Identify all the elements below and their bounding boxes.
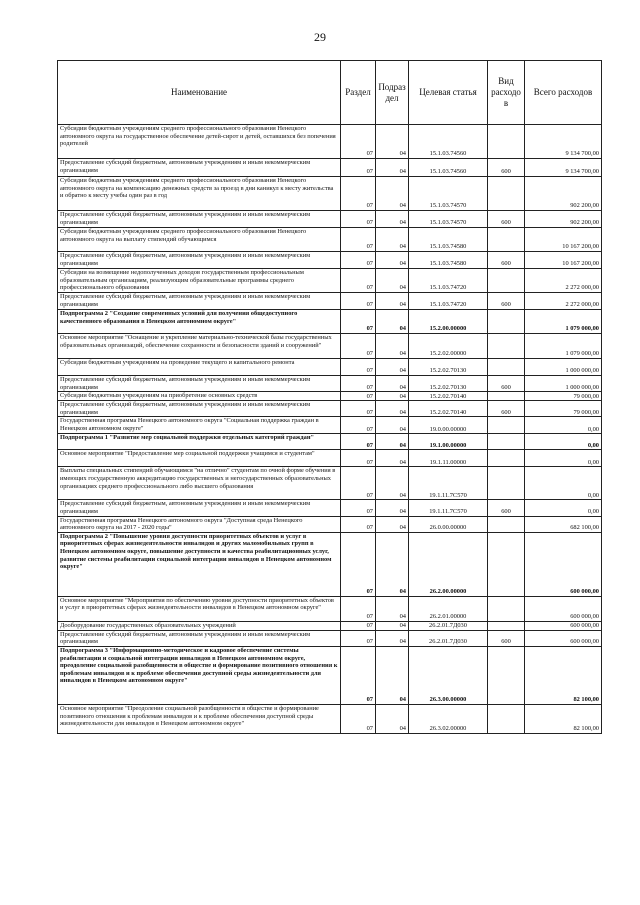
row-total: 902 200,00 — [525, 211, 602, 228]
row-subsection: 04 — [376, 704, 409, 733]
row-subsection: 04 — [376, 596, 409, 621]
row-name: Субсидии бюджетным учреждениям на приобретение основных средств — [58, 392, 341, 401]
row-target: 26.3.00.00000 — [409, 646, 488, 704]
row-target: 19.1.11.7С570 — [409, 500, 488, 516]
header-subsection: Подраз дел — [376, 61, 409, 125]
row-target: 19.1.11.7С570 — [409, 467, 488, 500]
row-section: 07 — [341, 401, 376, 417]
table-row — [58, 532, 602, 596]
table-row — [58, 359, 602, 376]
row-expense-type: 600 — [488, 293, 525, 310]
row-target: 26.2.01.00000 — [409, 596, 488, 621]
row-expense-type: 600 — [488, 401, 525, 417]
row-subsection: 04 — [376, 434, 409, 450]
row-total: 2 272 000,00 — [525, 293, 602, 310]
row-name: Подпрограмма 2 "Создание современных условий для получения общедоступного качественного образования в Ненецком автономном округе" — [58, 310, 341, 334]
row-total: 1 000 000,00 — [525, 376, 602, 392]
row-total: 0,00 — [525, 450, 602, 467]
row-target: 26.2.00.00000 — [409, 532, 488, 596]
row-expense-type: 600 — [488, 159, 525, 177]
row-name: Выплаты специальных стипендий обучающимся "на отлично" студентам по очной форме обучения в имеющих государственную аккредитацию государственных и негосударственных образовательных организациях среднего профессионального либо высшего образования — [58, 467, 341, 500]
row-expense-type — [488, 646, 525, 704]
row-subsection: 04 — [376, 417, 409, 434]
row-total: 1 079 000,00 — [525, 334, 602, 359]
row-section: 07 — [341, 704, 376, 733]
row-section: 07 — [341, 376, 376, 392]
row-expense-type — [488, 310, 525, 334]
row-total: 82 100,00 — [525, 646, 602, 704]
row-name: Предоставление субсидий бюджетным, автономным учреждениям и иным некоммерческим организациям — [58, 401, 341, 417]
row-name: Основное мероприятие "Мероприятия по обеспечению уровня доступности приоритетных объектов и услуг в приоритетных сферах жизнедеятельности инвалидов в Ненецком автономном округе" — [58, 596, 341, 621]
row-expense-type — [488, 516, 525, 532]
row-total: 10 167 200,00 — [525, 252, 602, 269]
row-section: 07 — [341, 516, 376, 532]
row-expense-type — [488, 704, 525, 733]
row-expense-type — [488, 596, 525, 621]
row-expense-type: 600 — [488, 376, 525, 392]
row-subsection: 04 — [376, 467, 409, 500]
row-section: 07 — [341, 646, 376, 704]
row-section: 07 — [341, 269, 376, 293]
table-row — [58, 434, 602, 450]
row-subsection: 04 — [376, 177, 409, 211]
row-target: 15.2.02.70130 — [409, 376, 488, 392]
table-row — [58, 516, 602, 532]
row-target: 19.1.00.00000 — [409, 434, 488, 450]
row-section: 07 — [341, 293, 376, 310]
row-expense-type — [488, 532, 525, 596]
row-total: 1 079 000,00 — [525, 310, 602, 334]
row-total: 9 134 700,00 — [525, 125, 602, 159]
row-expense-type: 600 — [488, 500, 525, 516]
table-row — [58, 392, 602, 401]
row-expense-type: 600 — [488, 252, 525, 269]
row-section: 07 — [341, 596, 376, 621]
row-name: Предоставление субсидий бюджетным, автономным учреждениям и иным некоммерческим организациям — [58, 293, 341, 310]
row-target: 15.1.03.74580 — [409, 228, 488, 252]
row-section: 07 — [341, 630, 376, 646]
row-subsection: 04 — [376, 269, 409, 293]
row-section: 07 — [341, 417, 376, 434]
row-section: 07 — [341, 532, 376, 596]
table-row — [58, 621, 602, 630]
row-total: 2 272 000,00 — [525, 269, 602, 293]
row-section: 07 — [341, 252, 376, 269]
table-row — [58, 376, 602, 392]
row-name: Субсидии бюджетным учреждениям на проведение текущего и капитального ремонта — [58, 359, 341, 376]
row-target: 15.2.02.70140 — [409, 392, 488, 401]
table-row — [58, 293, 602, 310]
row-target: 15.1.03.74570 — [409, 177, 488, 211]
row-target: 15.1.03.74560 — [409, 125, 488, 159]
row-target: 15.2.02.00000 — [409, 334, 488, 359]
row-name: Предоставление субсидий бюджетным, автономным учреждениям и иным некоммерческим организациям — [58, 376, 341, 392]
row-name: Субсидии бюджетным учреждениям среднего профессионального образования Ненецкого автономного округа на выплату стипендий обучающимся — [58, 228, 341, 252]
row-name: Предоставление субсидий бюджетным, автономным учреждениям и иным некоммерческим организациям — [58, 211, 341, 228]
row-expense-type — [488, 228, 525, 252]
table-body — [58, 125, 602, 734]
row-name: Основное мероприятие "Преодоление социальной разобщенности в обществе и формирование позитивного отношения к проблемам инвалидов и к проблеме обеспечения доступной среды жизнедеятельности для инвалидов в Ненецком автономном округе" — [58, 704, 341, 733]
row-target: 19.0.00.00000 — [409, 417, 488, 434]
row-total: 82 100,00 — [525, 704, 602, 733]
header-target: Целевая статья — [409, 61, 488, 125]
row-name: Предоставление субсидий бюджетным, автономным учреждениям и иным некоммерческим организациям — [58, 630, 341, 646]
row-name: Субсидии бюджетным учреждениям среднего профессионального образования Ненецкого автономного округа на компенсацию денежных средств за проезд в дни каникул к месту жительства и обратно к месту учебы один раз в год — [58, 177, 341, 211]
row-name: Предоставление субсидий бюджетным, автономным учреждениям и иным некоммерческим организациям — [58, 159, 341, 177]
row-expense-type: 600 — [488, 630, 525, 646]
row-target: 19.1.11.00000 — [409, 450, 488, 467]
row-section: 07 — [341, 450, 376, 467]
row-subsection: 04 — [376, 334, 409, 359]
row-section: 07 — [341, 334, 376, 359]
row-name: Основное мероприятие "Оснащение и укрепление материально-технической базы государственных образовательных организаций, обеспечение сохранности и безопасности зданий и сооружений" — [58, 334, 341, 359]
row-total: 600 000,00 — [525, 596, 602, 621]
row-target: 15.1.03.74720 — [409, 269, 488, 293]
table-row — [58, 211, 602, 228]
row-expense-type — [488, 392, 525, 401]
row-target: 15.2.00.00000 — [409, 310, 488, 334]
row-subsection: 04 — [376, 621, 409, 630]
row-name: Субсидии на возмещение недополученных доходов государственным профессиональным образовательным организациям, реализующим образовательные программы среднего профессионального образования — [58, 269, 341, 293]
row-name: Подпрограмма 1 "Развитие мер социальной поддержки отдельных категорий граждан" — [58, 434, 341, 450]
table-row — [58, 177, 602, 211]
row-target: 15.1.03.74560 — [409, 159, 488, 177]
row-subsection: 04 — [376, 516, 409, 532]
row-subsection: 04 — [376, 450, 409, 467]
row-total: 600 000,00 — [525, 630, 602, 646]
row-total: 0,00 — [525, 500, 602, 516]
table-row — [58, 269, 602, 293]
table-row — [58, 417, 602, 434]
row-name: Подпрограмма 3 "Информационно-методическое и кадровое обеспечение системы реабилитации и социальной интеграции инвалидов в Ненецком автономном округе, преодоление социальной разобщенности в обществе и формирование позитивного отношения к проблемам инвалидов и к проблеме обеспечения доступной среды жизнедеятельности для инвалидов в Ненецком автономном округе" — [58, 646, 341, 704]
row-expense-type — [488, 359, 525, 376]
row-expense-type — [488, 417, 525, 434]
row-section: 07 — [341, 159, 376, 177]
table-row — [58, 704, 602, 733]
row-name: Дооборудование государственных образовательных учреждений — [58, 621, 341, 630]
row-total: 902 200,00 — [525, 177, 602, 211]
table-row — [58, 159, 602, 177]
header-total: Всего расходов — [525, 61, 602, 125]
row-name: Государственная программа Ненецкого автономного округа "Доступная среда Ненецкого автономного округа на 2017 - 2020 годы" — [58, 516, 341, 532]
row-target: 26.0.00.00000 — [409, 516, 488, 532]
row-section: 07 — [341, 467, 376, 500]
table-row — [58, 500, 602, 516]
row-name: Предоставление субсидий бюджетным, автономным учреждениям и иным некоммерческим организациям — [58, 252, 341, 269]
row-target: 26.3.02.00000 — [409, 704, 488, 733]
row-section: 07 — [341, 392, 376, 401]
row-subsection: 04 — [376, 228, 409, 252]
header-expense-type: Вид расходо в — [488, 61, 525, 125]
row-section: 07 — [341, 359, 376, 376]
budget-table — [57, 60, 602, 734]
table-row — [58, 125, 602, 159]
row-subsection: 04 — [376, 646, 409, 704]
row-total: 9 134 700,00 — [525, 159, 602, 177]
row-name: Основное мероприятие "Предоставление мер социальной поддержки учащимся и студентам" — [58, 450, 341, 467]
table-row — [58, 450, 602, 467]
table-row — [58, 630, 602, 646]
row-target: 26.2.01.7Д030 — [409, 630, 488, 646]
table-row — [58, 646, 602, 704]
row-expense-type — [488, 334, 525, 359]
row-subsection: 04 — [376, 392, 409, 401]
row-expense-type — [488, 450, 525, 467]
row-subsection: 04 — [376, 125, 409, 159]
row-expense-type — [488, 621, 525, 630]
row-subsection: 04 — [376, 532, 409, 596]
row-section: 07 — [341, 434, 376, 450]
row-section: 07 — [341, 228, 376, 252]
row-total: 600 000,00 — [525, 532, 602, 596]
row-name: Субсидии бюджетным учреждениям среднего профессионального образования Ненецкого автономного округа на государственное обеспечение детей-сирот и детей, оставшихся без попечения родителей — [58, 125, 341, 159]
row-name: Государственная программа Ненецкого автономного округа "Социальная поддержка граждан в Ненецком автономном округе" — [58, 417, 341, 434]
row-subsection: 04 — [376, 500, 409, 516]
row-expense-type — [488, 467, 525, 500]
row-total: 0,00 — [525, 467, 602, 500]
table-row — [58, 310, 602, 334]
row-section: 07 — [341, 621, 376, 630]
row-target: 15.1.03.74720 — [409, 293, 488, 310]
row-target: 15.1.03.74580 — [409, 252, 488, 269]
page-number: 29 — [314, 30, 326, 44]
row-total: 0,00 — [525, 417, 602, 434]
row-subsection: 04 — [376, 359, 409, 376]
row-name: Подпрограмма 2 "Повышение уровня доступности приоритетных объектов и услуг в приоритетных сферах жизнедеятельности инвалидов и других маломобильных групп в Ненецком автономном округе, повышение доступности и качества реабилитационных услуг, развитие системы реабилитации социальной интеграции инвалидов в Ненецком автономном округе" — [58, 532, 341, 596]
row-expense-type — [488, 125, 525, 159]
row-total: 0,00 — [525, 434, 602, 450]
row-total: 10 167 200,00 — [525, 228, 602, 252]
header-name: Наименование — [58, 61, 341, 125]
table-header-row — [58, 61, 602, 125]
row-subsection: 04 — [376, 159, 409, 177]
row-section: 07 — [341, 211, 376, 228]
row-expense-type — [488, 177, 525, 211]
row-subsection: 04 — [376, 211, 409, 228]
table-row — [58, 252, 602, 269]
row-section: 07 — [341, 125, 376, 159]
row-total: 79 000,00 — [525, 392, 602, 401]
row-subsection: 04 — [376, 376, 409, 392]
row-total: 682 100,00 — [525, 516, 602, 532]
row-target: 15.2.02.70130 — [409, 359, 488, 376]
row-total: 600 000,00 — [525, 621, 602, 630]
header-section: Раздел — [341, 61, 376, 125]
row-target: 15.2.02.70140 — [409, 401, 488, 417]
row-section: 07 — [341, 500, 376, 516]
row-subsection: 04 — [376, 630, 409, 646]
row-total: 1 000 000,00 — [525, 359, 602, 376]
table-row — [58, 401, 602, 417]
table-row — [58, 228, 602, 252]
row-name: Предоставление субсидий бюджетным, автономным учреждениям и иным некоммерческим организациям — [58, 500, 341, 516]
row-section: 07 — [341, 177, 376, 211]
row-expense-type — [488, 434, 525, 450]
row-subsection: 04 — [376, 310, 409, 334]
row-subsection: 04 — [376, 401, 409, 417]
row-expense-type: 600 — [488, 211, 525, 228]
table-row — [58, 596, 602, 621]
row-total: 79 000,00 — [525, 401, 602, 417]
row-section: 07 — [341, 310, 376, 334]
row-target: 15.1.03.74570 — [409, 211, 488, 228]
row-target: 26.2.01.7Д030 — [409, 621, 488, 630]
row-subsection: 04 — [376, 252, 409, 269]
row-expense-type — [488, 269, 525, 293]
table-row — [58, 467, 602, 500]
row-subsection: 04 — [376, 293, 409, 310]
table-row — [58, 334, 602, 359]
